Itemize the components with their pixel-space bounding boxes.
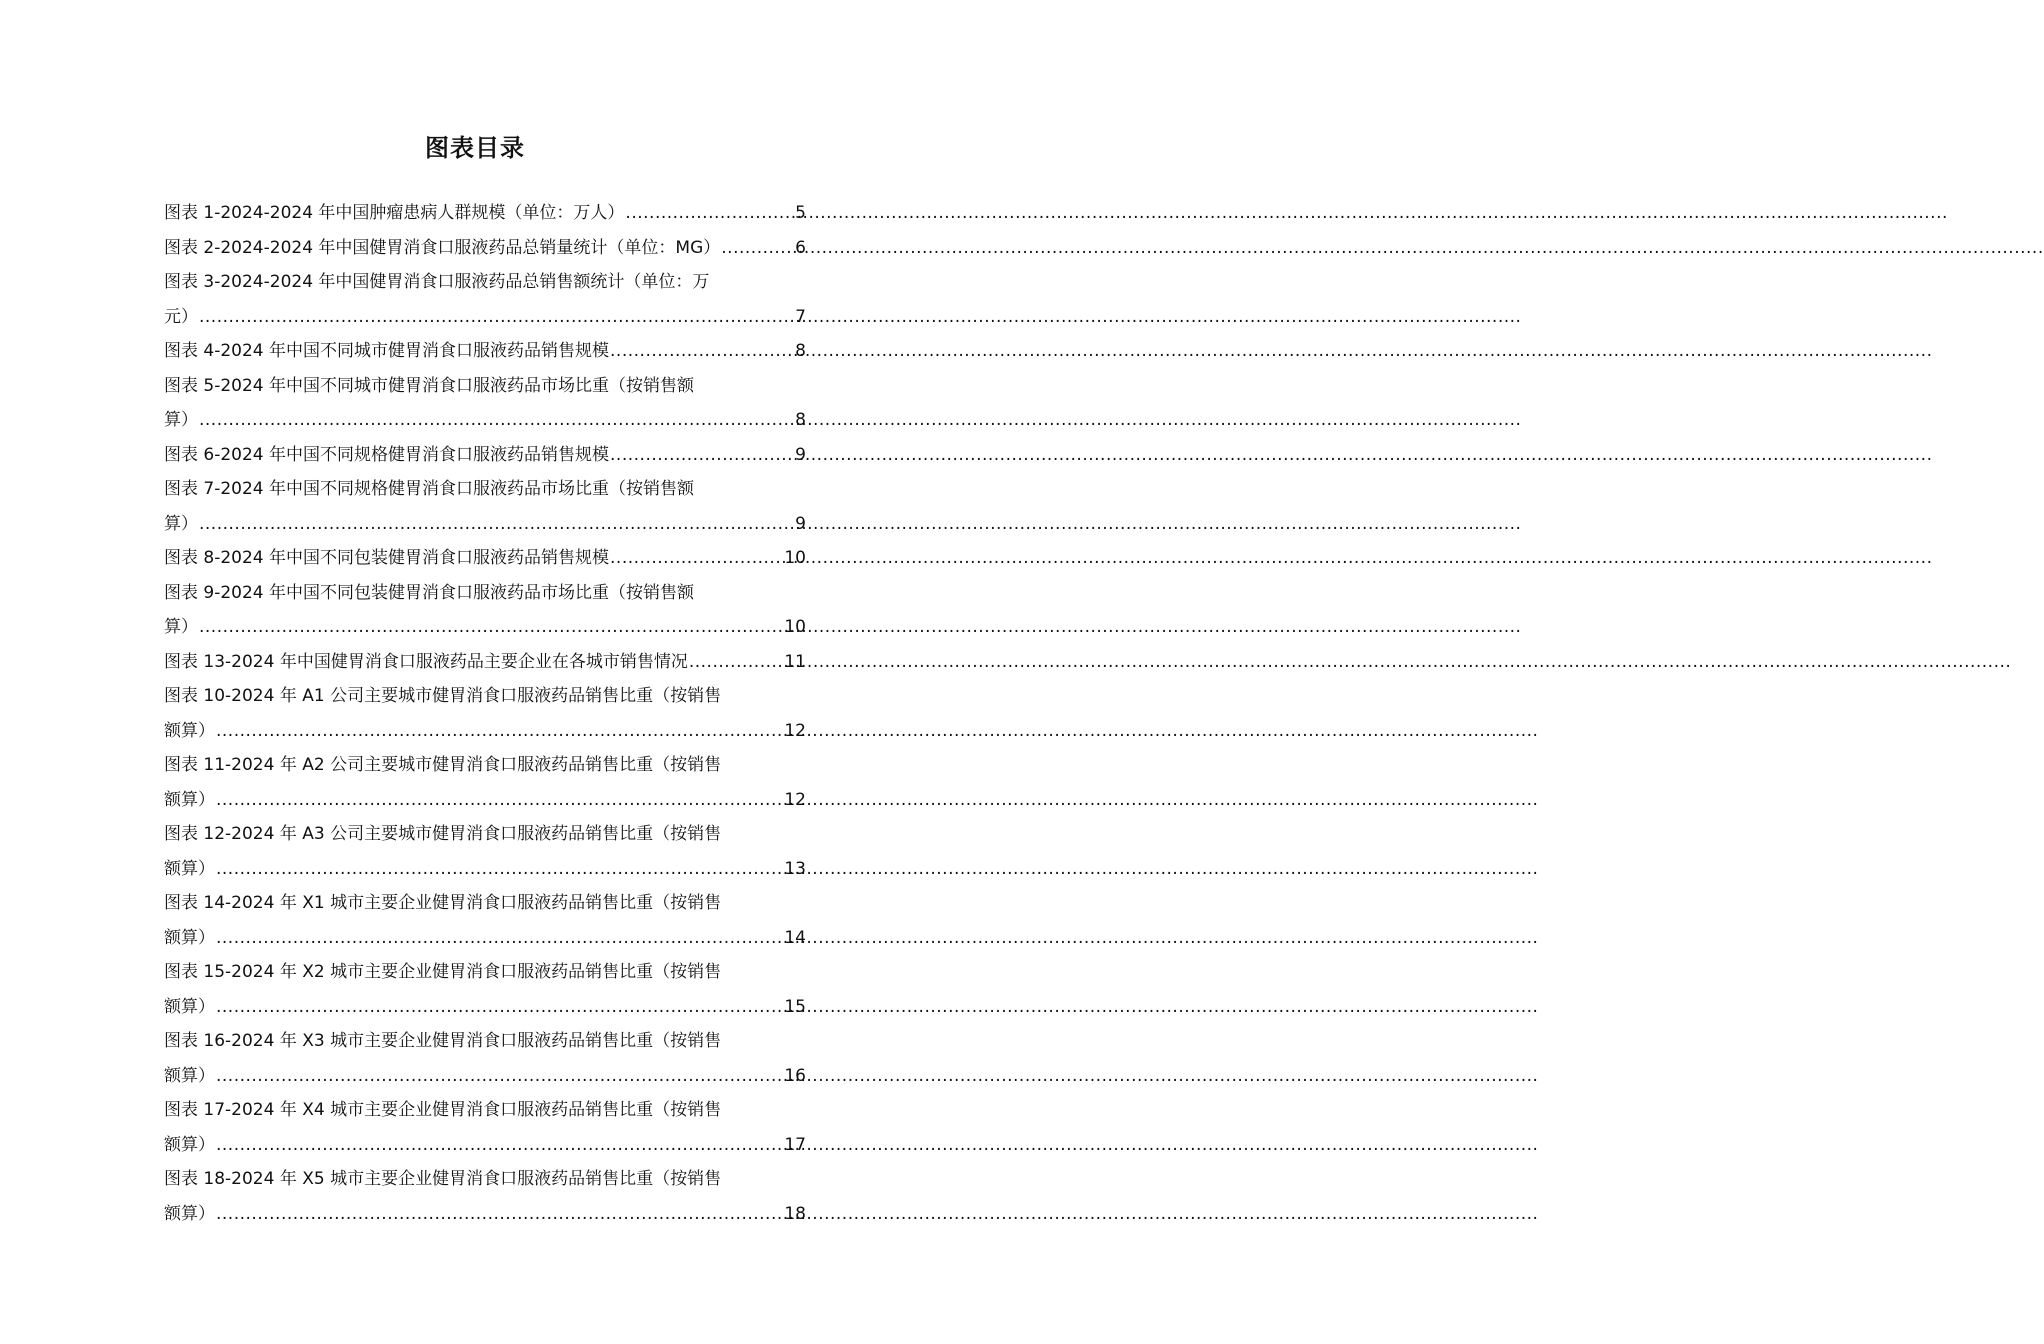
- leader-dots: [216, 990, 783, 1025]
- toc-entry[interactable]: [164, 1162, 806, 1231]
- toc-entry-text: 图表 18-2024 年 X5 城市主要企业健胃消食口服液药品销售比重（按销售: [164, 1169, 722, 1189]
- toc-entry-text: 图表 4-2024 年中国不同城市健胃消食口服液药品销售规模: [164, 341, 610, 361]
- toc-entry-line: [164, 610, 806, 645]
- toc-page-number: 11: [784, 651, 806, 672]
- leader-dots: [625, 196, 794, 231]
- document-page: [0, 0, 950, 1344]
- toc-entry-line: [164, 1059, 806, 1094]
- toc-entry-line: [164, 541, 806, 576]
- toc-page-number: 10: [784, 617, 806, 637]
- toc-entry-text: 图表 10-2024 年 A1 公司主要城市健胃消食口服液药品销售比重（按销售: [164, 686, 722, 706]
- toc-entry[interactable]: [164, 334, 806, 369]
- toc-entry-text: 额算）: [164, 996, 215, 1017]
- toc-entry-text: 算）: [164, 410, 198, 430]
- toc-page-number: 6: [795, 237, 806, 258]
- toc-page-number: 17: [784, 1134, 806, 1155]
- toc-entry-line: [164, 1197, 806, 1232]
- leader-dots: [216, 921, 783, 956]
- toc-entry-text: 额算）: [164, 927, 215, 948]
- toc-entry[interactable]: [164, 196, 806, 231]
- toc-entry-line: [164, 403, 806, 438]
- toc-entry-line: [164, 783, 806, 818]
- toc-page-number: 12: [784, 789, 806, 810]
- leader-dots: [199, 507, 794, 542]
- leader-dots: [216, 1197, 783, 1232]
- toc-page-number: 10: [784, 548, 806, 568]
- toc-page-number: 9: [795, 444, 806, 465]
- toc-entry[interactable]: [164, 541, 806, 576]
- toc-entry[interactable]: [164, 886, 806, 955]
- toc-entry[interactable]: [164, 645, 806, 680]
- leader-dots: [216, 714, 783, 749]
- leader-dots: [216, 1128, 783, 1163]
- toc-entry-text: 元）: [164, 306, 198, 327]
- toc-entry-text: 图表 5-2024 年中国不同城市健胃消食口服液药品市场比重（按销售额: [164, 375, 695, 396]
- toc-entry-line: [164, 334, 806, 369]
- toc-entry-text: 图表 1-2024-2024 年中国肿瘤患病人群规模（单位：万人）: [164, 203, 625, 223]
- toc-page-number: 18: [784, 1203, 806, 1224]
- toc-entry-line: [164, 1128, 806, 1163]
- toc-entry-line: [164, 231, 806, 266]
- toc-entry[interactable]: [164, 817, 806, 886]
- toc-entry-text: 算）: [164, 513, 198, 534]
- leader-dots: [199, 610, 783, 645]
- leader-dots: [610, 541, 783, 576]
- toc-entry[interactable]: [164, 438, 806, 473]
- toc-entry-text: 额算）: [164, 1065, 215, 1086]
- toc-entry-line: [164, 852, 806, 887]
- toc-entry-line: [164, 921, 806, 956]
- leader-dots: [721, 231, 794, 266]
- toc-entry-text: 图表 11-2024 年 A2 公司主要城市健胃消食口服液药品销售比重（按销售: [164, 755, 722, 775]
- toc-entry[interactable]: [164, 472, 806, 541]
- toc-entry-text: 图表 9-2024 年中国不同包装健胃消食口服液药品市场比重（按销售额: [164, 582, 695, 603]
- leader-dots: [216, 852, 783, 887]
- leader-dots: [610, 334, 794, 369]
- toc-entry-line: [164, 507, 806, 542]
- toc-entry-text: 图表 8-2024 年中国不同包装健胃消食口服液药品销售规模: [164, 548, 610, 568]
- toc-entry-line: [164, 300, 806, 335]
- toc-page-number: 13: [784, 858, 806, 879]
- leader-dots: [689, 645, 784, 680]
- toc-entry-text: 图表 14-2024 年 X1 城市主要企业健胃消食口服液药品销售比重（按销售: [164, 893, 722, 913]
- leader-dots: [199, 300, 794, 335]
- leader-dots: [216, 783, 783, 818]
- toc-entry-line: [164, 990, 806, 1025]
- toc-entry-text: 图表 15-2024 年 X2 城市主要企业健胃消食口服液药品销售比重（按销售: [164, 962, 722, 982]
- toc-entry-text: 图表 7-2024 年中国不同规格健胃消食口服液药品市场比重（按销售额: [164, 479, 695, 499]
- toc-entry[interactable]: [164, 231, 806, 266]
- leader-dots: [199, 403, 794, 438]
- toc-entry[interactable]: [164, 748, 806, 817]
- toc-page-number: 8: [795, 410, 806, 430]
- toc-entry-text: 图表 12-2024 年 A3 公司主要城市健胃消食口服液药品销售比重（按销售: [164, 824, 722, 844]
- toc-page-number: 7: [795, 306, 806, 327]
- toc-entry-line: [164, 438, 806, 473]
- toc-entry[interactable]: [164, 955, 806, 1024]
- toc-entry[interactable]: [164, 369, 806, 438]
- toc-entry-line: [164, 645, 806, 680]
- toc-entry-text: 图表 3-2024-2024 年中国健胃消食口服液药品总销售额统计（单位：万: [164, 272, 710, 292]
- toc-entry-text: 额算）: [164, 1203, 215, 1224]
- table-of-figures: [164, 196, 806, 1231]
- toc-page-number: 5: [795, 203, 806, 223]
- toc-entry-text: 算）: [164, 617, 198, 637]
- toc-entry[interactable]: [164, 679, 806, 748]
- toc-entry[interactable]: [164, 265, 806, 334]
- toc-entry-text: 额算）: [164, 720, 215, 741]
- toc-entry-line: [164, 196, 806, 231]
- toc-page-number: 8: [795, 341, 806, 361]
- toc-entry-text: 额算）: [164, 1134, 215, 1155]
- toc-page-number: 12: [784, 720, 806, 741]
- toc-entry-text: 额算）: [164, 789, 215, 810]
- toc-entry[interactable]: [164, 1024, 806, 1093]
- toc-entry-text: 图表 2-2024-2024 年中国健胃消食口服液药品总销量统计（单位：MG）: [164, 237, 721, 258]
- toc-entry-text: 图表 17-2024 年 X4 城市主要企业健胃消食口服液药品销售比重（按销售: [164, 1100, 722, 1120]
- toc-page-number: 9: [795, 513, 806, 534]
- toc-entry-text: 额算）: [164, 858, 215, 879]
- toc-entry[interactable]: [164, 1093, 806, 1162]
- leader-dots: [216, 1059, 783, 1094]
- toc-page-number: 14: [784, 927, 806, 948]
- toc-page-number: 15: [784, 996, 806, 1017]
- toc-page-number: 16: [784, 1065, 806, 1086]
- leader-dots: [610, 438, 794, 473]
- toc-entry-text: 图表 16-2024 年 X3 城市主要企业健胃消食口服液药品销售比重（按销售: [164, 1031, 722, 1051]
- toc-entry-text: 图表 6-2024 年中国不同规格健胃消食口服液药品销售规模: [164, 444, 610, 465]
- toc-entry-text: 图表 13-2024 年中国健胃消食口服液药品主要企业在各城市销售情况: [164, 651, 688, 672]
- page-title: 图表目录: [425, 134, 525, 162]
- toc-entry-line: [164, 714, 806, 749]
- toc-entry[interactable]: [164, 576, 806, 645]
